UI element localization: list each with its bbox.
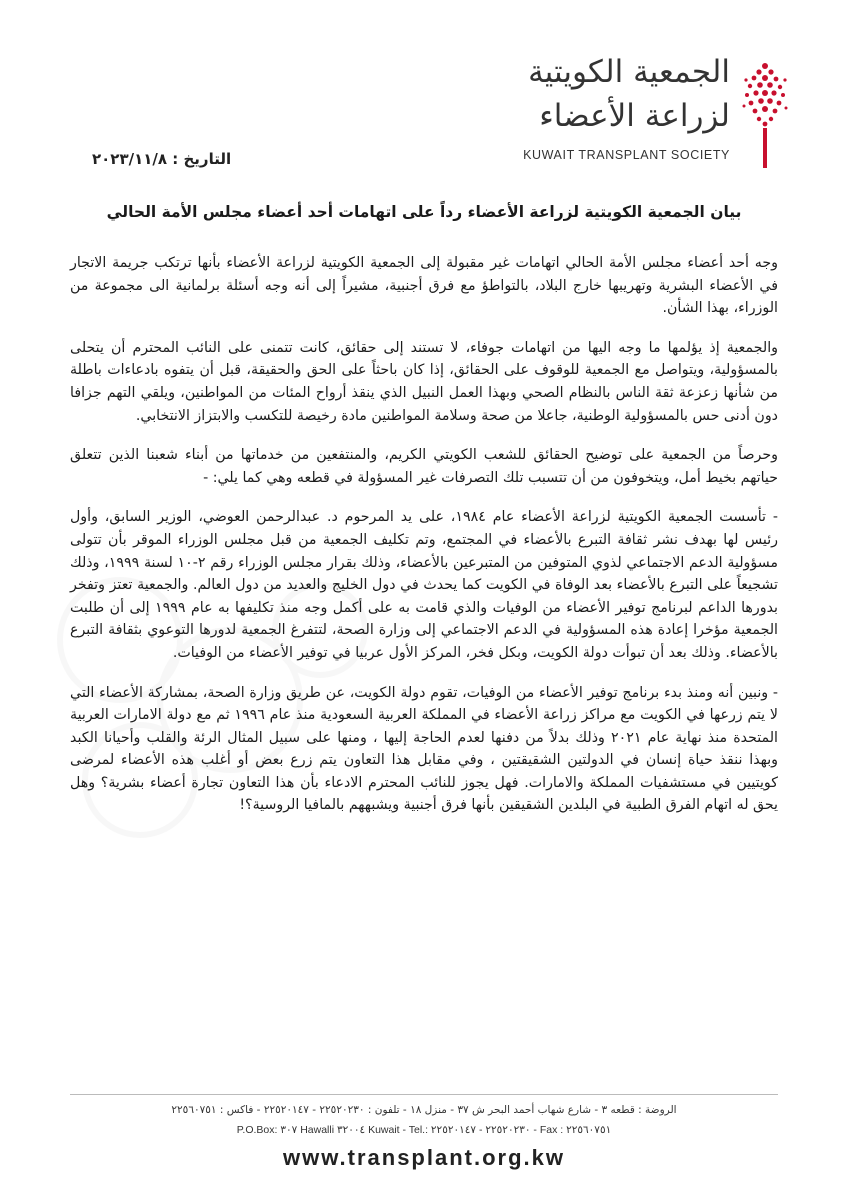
org-name-en: KUWAIT TRANSPLANT SOCIETY bbox=[523, 148, 730, 162]
paragraph-1: وجه أحد أعضاء مجلس الأمة الحالي اتهامات غير مقبولة إلى الجمعية الكويتية لزراعة الأعضاء بأنها ترتكب جريمة الاتجار في الأعضاء البشرية وتهريبها خارج البلاد، بالتواطؤ مع فرق أجنبية، مشيراً إلى أنه وجه أسئلة برلمانية الى مجموعة من الوزراء، بهذا الشأن. bbox=[70, 255, 778, 317]
org-name-ar-line2: لزراعة الأعضاء bbox=[539, 98, 730, 134]
statement-body bbox=[70, 252, 778, 834]
org-name-ar-line1: الجمعية الكويتية bbox=[528, 54, 730, 90]
tree-logo-icon bbox=[742, 58, 788, 170]
paragraph-4: - تأسست الجمعية الكويتية لزراعة الأعضاء عام ١٩٨٤، على يد المرحوم د. عبدالرحمن العوضي، الوزير السابق، وأول رئيس لها بهدف نشر ثقافة التبرع بالأعضاء في المجتمع، وتم تكليف الجمعية من قبل مجلس الوزراء الموقر بأن تتولى مسؤولية الدعم الاجتماعي لذوي المتوفين من المتبرعين بالأعضاء، وذلك بقرار مجلس الوزراء رقم ٢-١٠ لسنة ١٩٩٩، وذلك تشجيعاً على التبرع بالأعضاء بعد الوفاة في الكويت كما يحدث في دول الخليج والعديد من دول العالم. والجمعية تعتز وتفخر بدورها الداعم لبرنامج توفير الأعضاء من الوفيات والذي قامت به على أكمل وجه منذ تكليفها به عام ١٩٩٩ إلى أن طلبت الجمعية مؤخرا إعادة هذه المسؤولية في الدعم الاجتماعي إلى وزارة الصحة، لتتفرغ الجمعية لدورها التوعوي بثقافة التبرع بالأعضاء. وذلك بعد أن تبوأت دولة الكويت، وبكل فخر، المركز الأول عربيا في توفير الأعضاء من الوفيات. bbox=[70, 509, 778, 661]
paragraph-2: والجمعية إذ يؤلمها ما وجه اليها من اتهامات جوفاء، لا تستند إلى حقائق، كانت تتمنى على النائب المحترم أن يتحلى بالمسؤولية، ويتواصل مع الجمعية للوقوف على الحقائق، إذا كان باحثاً على الحق والحقيقة، قبل أن يتفوه بادعاءات باطلة من شأنها زعزعة ثقة الناس بالنظام الصحي وبهذا العمل النبيل الذي ينقذ أرواح المئات من المواطنين، ويلقي التهم جزافا دون أدنى حس بالمسؤولية الوطنية، جاعلا من صحة وسلامة المواطنين مادة رخيصة للتكسب والابتزاز الانتخابي. bbox=[70, 339, 778, 424]
org-logo bbox=[488, 52, 788, 172]
paragraph-3: وحرصاً من الجمعية على توضيح الحقائق للشعب الكويتي الكريم، والمنتفعين من خدماتها من أبناء شعبنا الذين تتعلق حياتهم بخيط أمل، ويتخوفون من أن تتسبب تلك التصرفات غير المسؤولة في قطعه وهي كما يلي: - bbox=[70, 447, 778, 486]
footer-address-ar: الروضة : قطعه ٣ - شارع شهاب أحمد البحر ش ٣٧ - منزل ١٨ - تلفون : ٢٢٥٢٠٢٣٠ - ٢٢٥٢٠١٤٧ - فاكس : ٢٢٥٦٠٧٥١ bbox=[171, 1104, 677, 1116]
letter-date: التاريخ : ٢٠٢٣/١١/٨ bbox=[92, 150, 232, 168]
website-link[interactable]: www.transplant.org.kw bbox=[283, 1145, 565, 1170]
footer-divider bbox=[70, 1094, 778, 1095]
statement-title: بيان الجمعية الكويتية لزراعة الأعضاء رداً على اتهامات أحد أعضاء مجلس الأمة الحالي bbox=[106, 203, 742, 221]
footer-address-en: P.O.Box: ٣٠٧ Hawalli ٣٢٠٠٤ Kuwait - Tel.: ٢٢٥٢٠٢٣٠ - ٢٢٥٢٠١٤٧ - Fax : ٢٢٥٦٠٧٥١ bbox=[236, 1124, 612, 1136]
paragraph-5: - ونبين أنه ومنذ بدء برنامج توفير الأعضاء من الوفيات، تقوم دولة الكويت، عن طريق وزارة الصحة، بمشاركة الأعضاء التي لا يتم زرعها في الكويت مع مراكز زراعة الأعضاء في المملكة العربية السعودية منذ عام ١٩٩٦ ثم مع دولة الامارات العربية المتحدة منذ نهاية عام ٢٠٢١ وذلك بدلاً من دفنها لعدم الحاجة إليها ، ومنها على سبيل المثال الرئة والقلب وأحيانا الكبد وبهذا ننقذ حياة إنسان في الدولتين الشقيقتين ، وفي مقابل هذا التعاون يتم زرع بعض أو أغلب هذه الأعضاء لمرضى كويتيين في مستشفيات المملكة والامارات. فهل يجوز للنائب المحترم الادعاء بأن هذا التعاون تجارة أعضاء بشرية؟ وهل يحق له اتهام الفرق الطبية في البلدين الشقيقين بأنها فرق أجنبية ويشبههم بالمافيا الروسية؟! bbox=[70, 684, 778, 814]
